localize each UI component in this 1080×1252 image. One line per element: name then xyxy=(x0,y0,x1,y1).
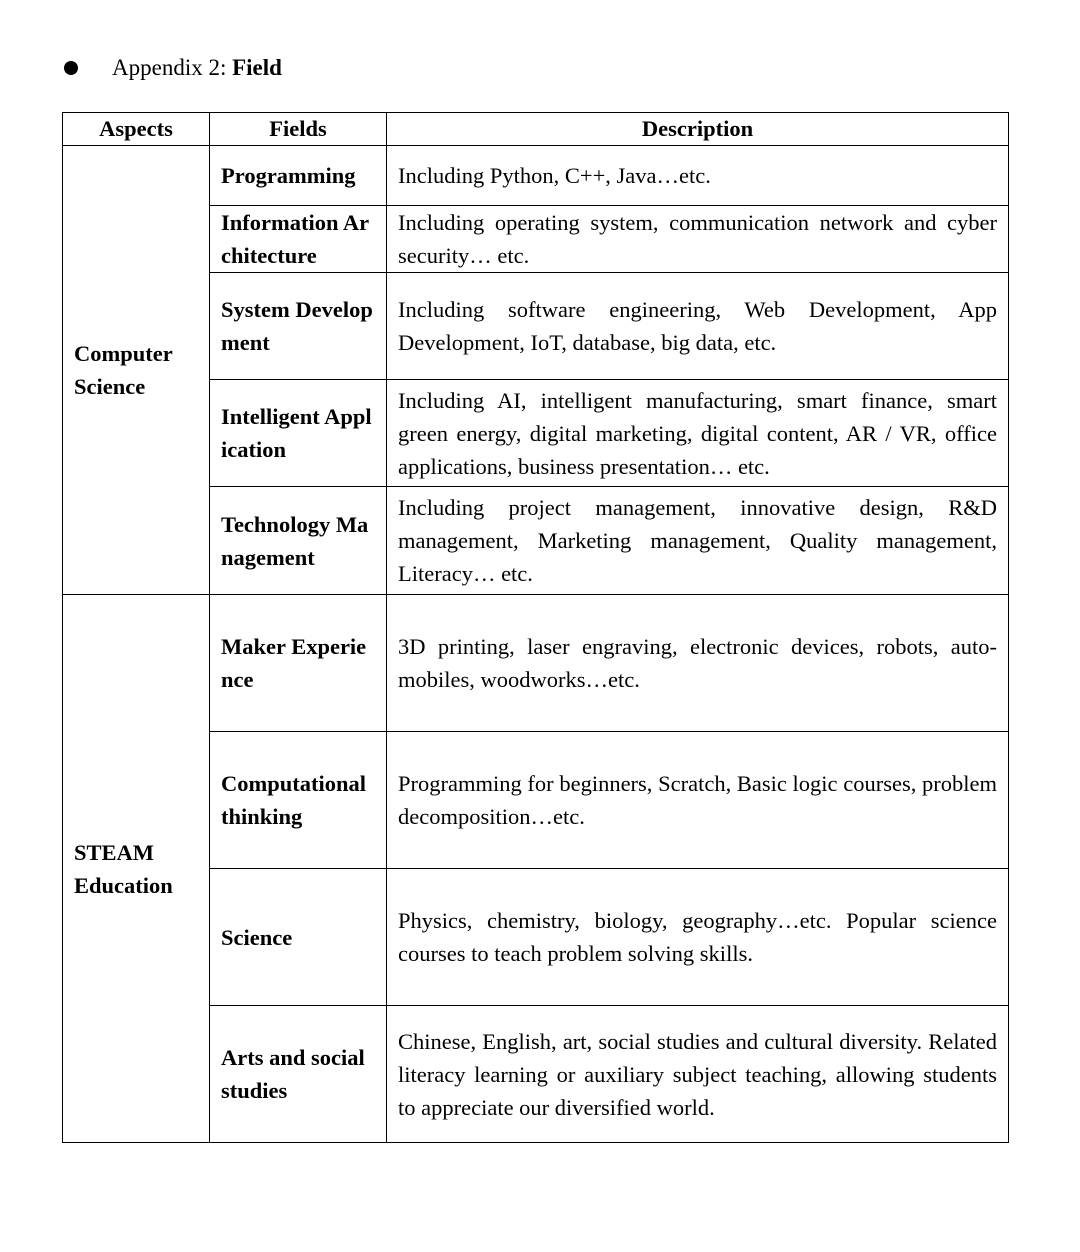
description-cell: Chinese, English, art, social studies and cultural diversity. Related literacy learning or auxiliary subject teaching, allowing students to appreciate our diversified world. xyxy=(387,1006,1009,1143)
description-cell: Programming for beginners, Scratch, Basic logic courses, problem decomposition…etc. xyxy=(387,732,1009,869)
field-cell: Arts and social studies xyxy=(210,1006,387,1143)
field-cell: Programming xyxy=(210,146,387,206)
aspect-computer-science: Computer Science xyxy=(63,146,210,595)
description-cell: Including software engineering, Web Development, App Development, IoT, database, big data, etc. xyxy=(387,273,1009,380)
heading-prefix: Appendix 2: xyxy=(112,55,233,80)
header-aspects: Aspects xyxy=(63,113,210,146)
field-cell: Technology Management xyxy=(210,487,387,595)
description-cell: Including Python, C++, Java…etc. xyxy=(387,146,1009,206)
description-cell: 3D printing, laser engraving, electronic devices, robots, auto-mobiles, woodworks…etc. xyxy=(387,595,1009,732)
aspect-steam-education: STEAM Education xyxy=(63,595,210,1143)
field-cell: Maker Experience xyxy=(210,595,387,732)
description-cell: Including AI, intelligent manufacturing, smart finance, smart green energy, digital marketing, digital content, AR / VR, office applications, business presentation… etc. xyxy=(387,380,1009,487)
header-description: Description xyxy=(387,113,1009,146)
field-cell: Intelligent Application xyxy=(210,380,387,487)
table-row xyxy=(63,595,1009,732)
description-cell: Physics, chemistry, biology, geography…etc. Popular science courses to teach problem solving skills. xyxy=(387,869,1009,1006)
table-header-row xyxy=(63,113,1009,146)
description-cell: Including project management, innovative design, R&D management, Marketing management, Quality management, Literacy… etc. xyxy=(387,487,1009,595)
fields-table xyxy=(62,112,1009,1143)
description-cell: Including operating system, communication network and cyber security… etc. xyxy=(387,206,1009,273)
table-row xyxy=(63,146,1009,206)
field-cell: Computational thinking xyxy=(210,732,387,869)
field-cell: Information Architecture xyxy=(210,206,387,273)
heading-title: Field xyxy=(232,55,282,80)
header-fields: Fields xyxy=(210,113,387,146)
field-cell: Science xyxy=(210,869,387,1006)
appendix-heading xyxy=(62,52,282,84)
field-cell: System Development xyxy=(210,273,387,380)
bullet-icon xyxy=(64,61,78,75)
heading-text xyxy=(112,55,282,81)
